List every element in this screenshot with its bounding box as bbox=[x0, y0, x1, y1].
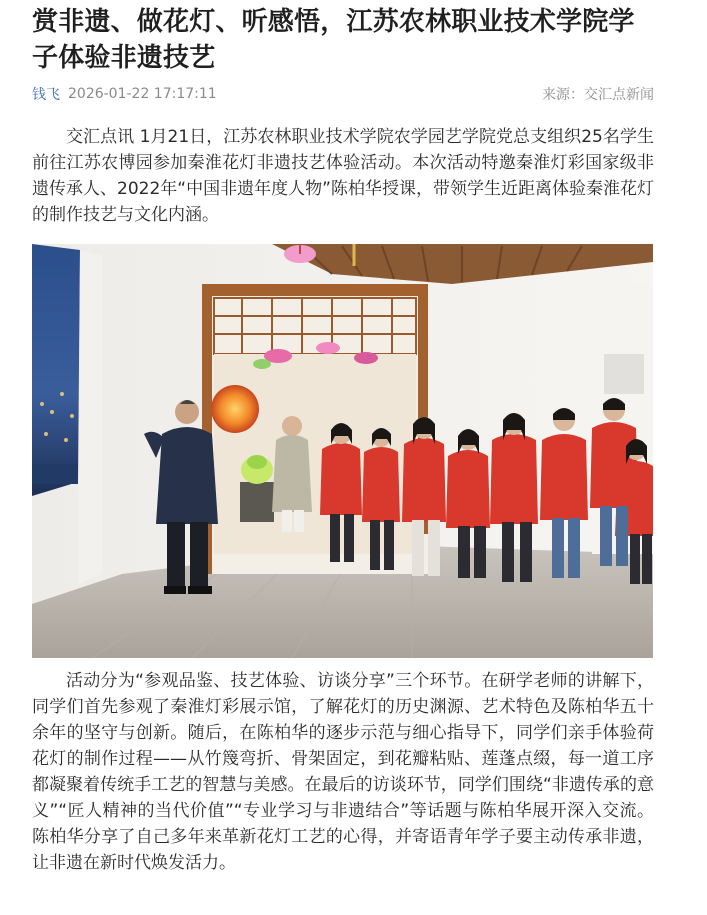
article-paragraph-2: 活动分为“参观品鉴、技艺体验、访谈分享”三个环节。在研学老师的讲解下，同学们首先参观了秦淮灯彩展示馆，了解花灯的历史渊源、艺术特色及陈柏华五十余年的坚守与创新。随后，在陈柏华的逐步示范与细心指导下，同学们亲手体验荷花灯的制作过程——从竹篾弯折、骨架固定，到花瓣粘贴、莲蓬点缀，每一道工序都凝聚着传统手工艺的智慧与美感。在最后的访谈环节，同学们围绕“非遗传承的意义”“匠人精神的当代价值”“专业学习与非遗结合”等话题与陈柏华展开深入交流。陈柏华分享了自己多年来革新花灯工艺的心得，并寄语青年学子要主动传承非遗，让非遗在新时代焕发活力。 bbox=[32, 671, 654, 873]
article-title: 赏非遗、做花灯、听感悟，江苏农林职业技术学院学子体验非遗技艺 bbox=[32, 7, 635, 73]
article-paragraph-1: 交汇点讯 1月21日，江苏农林职业技术学院农学园艺学院党总支组织25名学生前往江苏农博园参加秦淮花灯非遗技艺体验活动。本次活动特邀秦淮灯彩国家级非遗传承人、2022年“中国非遗年度人物”陈柏华授课，带领学生近距离体验秦淮花灯的制作技艺与文化内涵。 bbox=[32, 127, 654, 225]
source-name: 交汇点新闻 bbox=[584, 87, 654, 103]
pedestal bbox=[240, 455, 274, 522]
article bbox=[32, 0, 654, 876]
article-meta bbox=[32, 82, 654, 106]
article-photo bbox=[32, 244, 653, 658]
meta-left bbox=[32, 84, 217, 104]
round-lantern bbox=[211, 385, 259, 433]
left-screen bbox=[32, 244, 80, 496]
publish-datetime: 2026-01-22 17:17:11 bbox=[68, 86, 217, 102]
author-link[interactable]: 钱飞 bbox=[32, 87, 60, 103]
source-label: 来源： bbox=[542, 87, 584, 103]
source bbox=[542, 84, 654, 104]
photo-illustration bbox=[32, 244, 653, 658]
